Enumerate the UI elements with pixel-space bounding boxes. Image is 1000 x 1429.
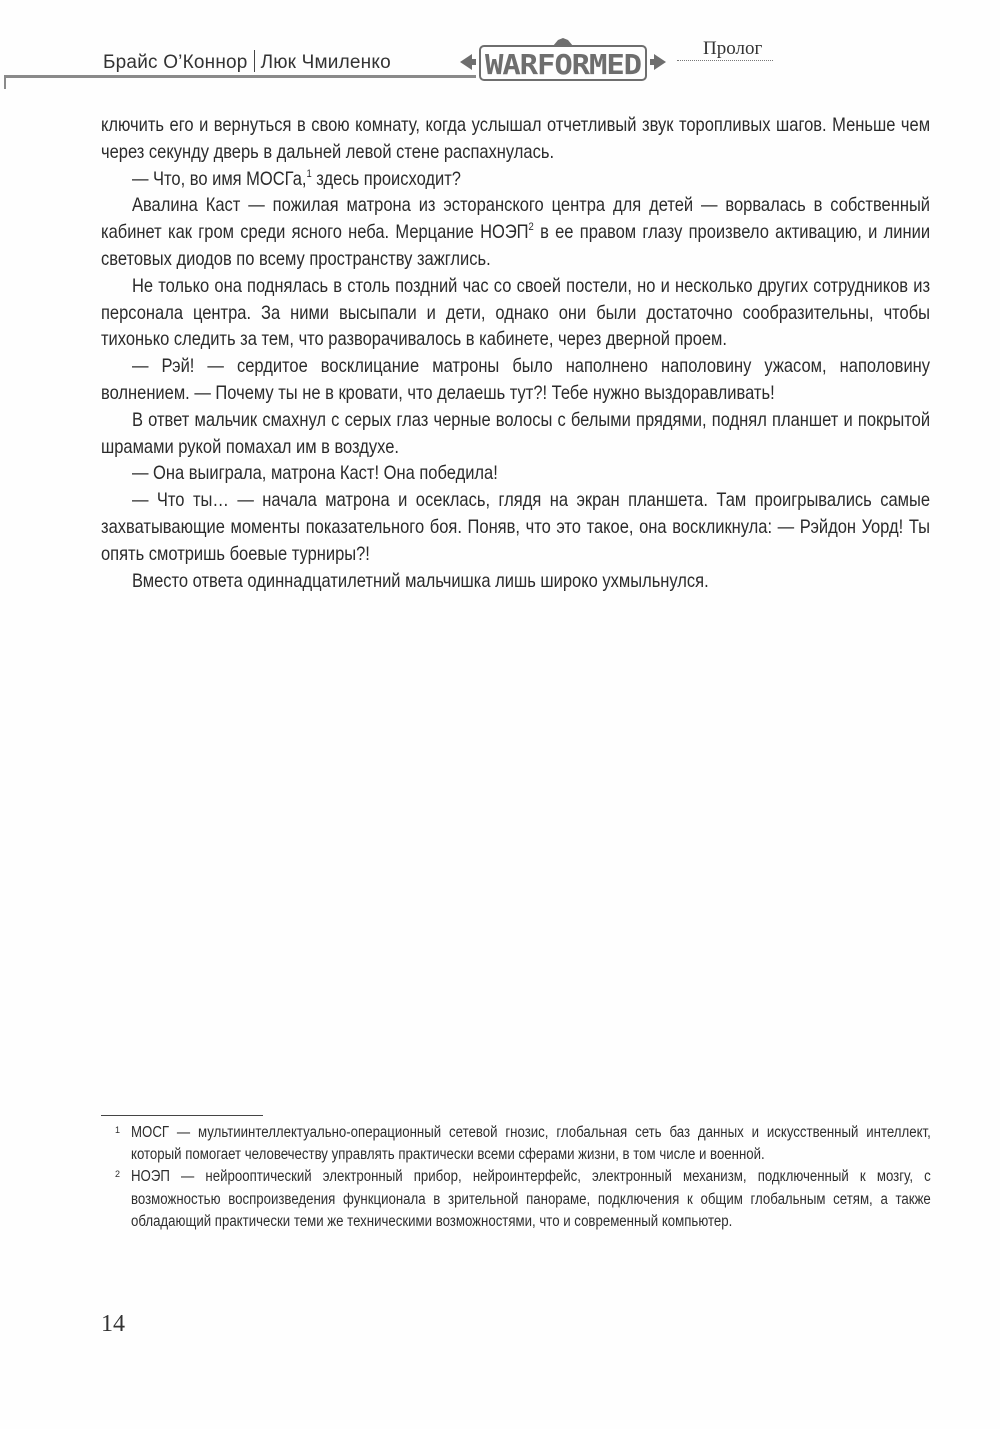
header-dotted-rule [677, 60, 773, 62]
paragraph: ключить его и вернуться в свою комнату, когда услышал отчетливый звук торопливых шагов. Меньше чем через секунду дверь в дальней левой стене распахнулась. [101, 115, 931, 163]
header-rule [4, 75, 476, 78]
footnote-mark: 1 [115, 1125, 121, 1135]
footnote-text: НОЭП — нейрооптический электронный прибор, нейроинтерфейс, электронный механизм, подключенный к мозгу, с возможностью воспроизведения функционала в зрительной панораме, подключения к общим глобальным сетям, а также обладающий практически теми же техническими возможностями, что и современный компьютер. [131, 1168, 931, 1230]
page-number: 14 [101, 1311, 125, 1337]
paragraph: — Что, во имя МОСГа,$^1$ здесь происходит? [131, 167, 461, 190]
footnote [101, 1122, 930, 1166]
footnote-ref[interactable]: 2 [528, 221, 534, 234]
paragraph: — Что ты… — начала матрона и осеклась, глядя на экран планшета. Там проигрывались самые захватывающие моменты показательного боя. Поняв, что это такое, она воскликнула: — Рэйдон Уорд! Ты опять смотришь боевые турниры?! [101, 490, 931, 565]
paragraph: В ответ мальчик смахнул с серых глаз черные волосы с белыми прядями, поднял планшет и покрытой шрамами рукой помахал им в воздухе. [101, 409, 931, 458]
author-separator [254, 50, 255, 72]
footnote [101, 1166, 930, 1233]
author-name: Брайс О’Коннор [103, 52, 248, 73]
svg-text:WARFORMED: WARFORMED [485, 48, 642, 81]
running-header-section: Пролог [703, 38, 763, 59]
footnote-text: МОСГ — мультиинтеллектуально-операционный сетевой гнозис, глобальная сеть баз данных и искусственный интеллект, который помогает человечеству управлять практически всеми сферами жизни, в том числе и военной. [131, 1124, 931, 1164]
paragraph: — Она выиграла, матрона Каст! Она победила! [131, 463, 498, 485]
running-header-authors [103, 50, 391, 74]
body-text [101, 113, 931, 595]
footnote-mark: 2 [115, 1169, 121, 1180]
author-name: Люк Чмиленко [260, 52, 391, 73]
paragraph: — Рэй! — сердитое восклицание матроны было наполнено наполовину ужасом, наполовину волнением. — Почему ты не в кровати, что делаешь тут?! Тебе нужно выздоравливать! [101, 356, 931, 404]
footnote-ref[interactable]: 1 [306, 167, 312, 180]
paragraph: Не только она поднялась в столь поздний час со своей постели, но и несколько других сотрудников из персонала центра. За ними высыпали и дети, однако они были достаточно сообразительны, чтобы тихонько следить за тем, что разворачивалось в кабинете, через дверной проем. [101, 275, 931, 351]
warformed-logo-icon [458, 38, 668, 86]
paragraph: Авалина Каст — пожилая матрона из эсторанского центра для детей — ворвалась в собственный кабинет как гром среди ясного неба. Мерцание НОЭП$^2$ в ее правом глазу произвело активацию, и линии световых диодов по всему пространству зажглись. [101, 195, 931, 270]
paragraph: Вместо ответа одиннадцатилетний мальчишка лишь широко ухмыльнулся. [131, 570, 709, 592]
footnotes [101, 1122, 930, 1233]
footnote-separator [101, 1115, 263, 1116]
